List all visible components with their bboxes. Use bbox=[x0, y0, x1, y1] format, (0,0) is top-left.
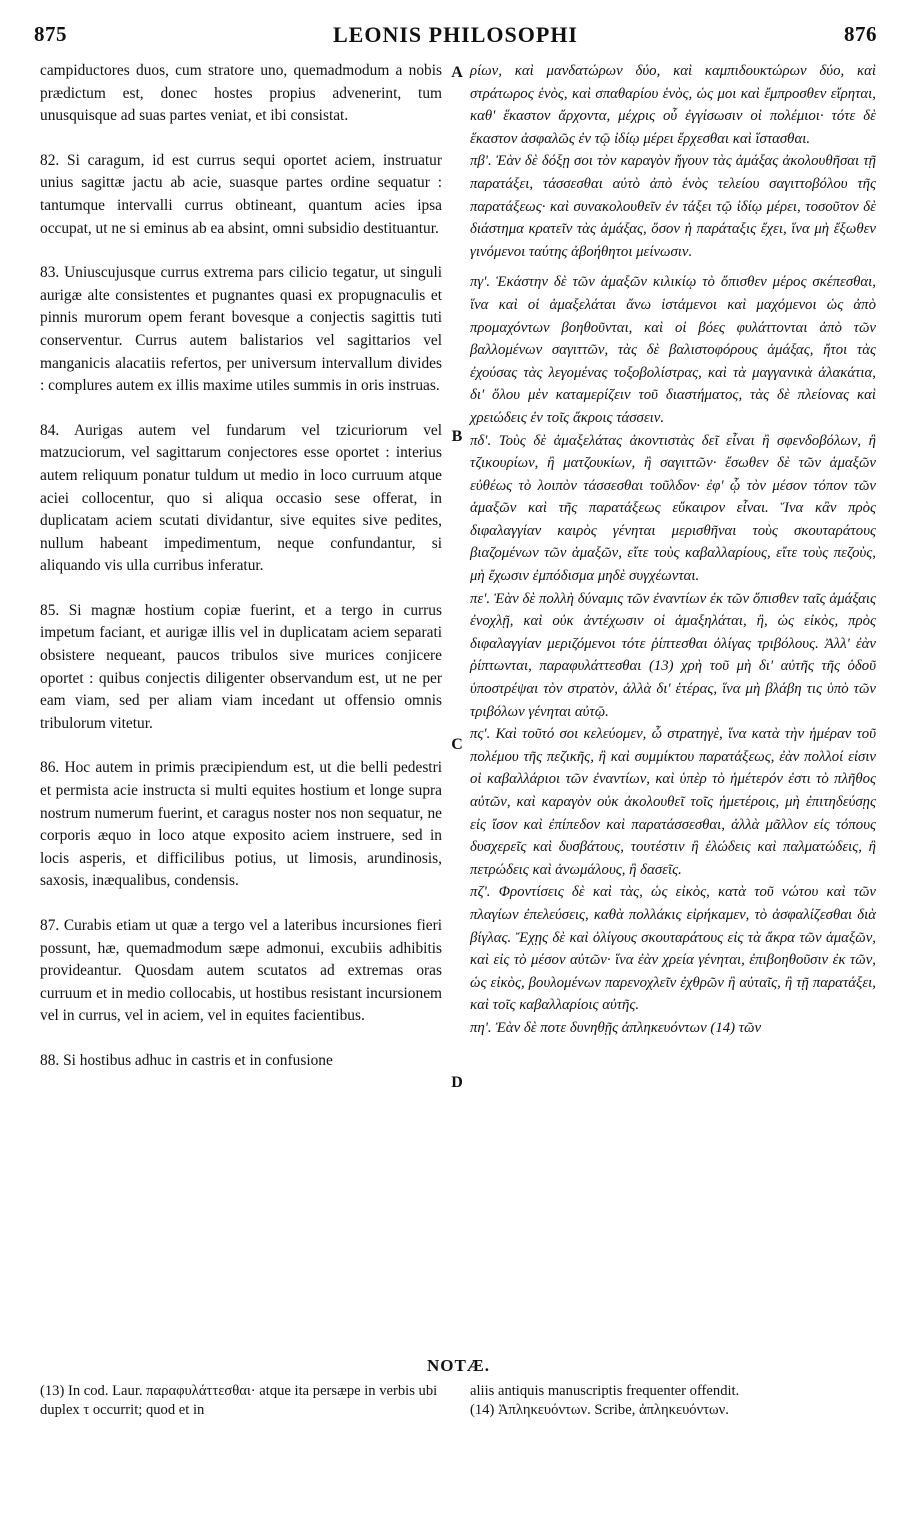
latin-paragraph-85: 85. Si magnæ hostium copiæ fuerint, et a tergo in currus impetum faciant, et aurigæ illis vel in duplicatam aciem separati obsistere nequeant, paucos tribulos sive murices conjicere oportet : quibus conjectis diligenter observandum est, ut ne per eam viam, sed per aliam viam incedant ut offensio omnis tribulorum vitetur. bbox=[40, 601, 442, 732]
notes-title: NOTÆ. bbox=[426, 1356, 491, 1375]
running-title: LEONIS PHILOSOPHI bbox=[332, 22, 578, 47]
page-number-left: 875 bbox=[34, 22, 67, 46]
latin-column bbox=[40, 60, 442, 1073]
note-13-continued: aliis antiquis manuscriptis frequenter offendit. bbox=[470, 1383, 740, 1399]
note-13: (13) In cod. Laur. παραφυλάττεσθαι· atque ita persæpe in verbis ubi duplex τ occurrit; quod et in bbox=[40, 1383, 438, 1418]
greek-paragraph-86: πς'. Καὶ τοῦτό σοι κελεύομεν, ὦ στρατηγὲ, ἵνα κατὰ τὴν ἡμέραν τοῦ πολέμου τῆς πεζικῆς, ἢ καὶ συμμίκτου παρατάξεως, ἐὰν πολλοί εἰσιν οἱ καβαλλάριοι τῶν ἐναντίων, καὶ ὑπὲρ τὸ ἡμέτερόν ἐστι τὸ πλῆθος αὐτῶν, καὶ καραγὸν οὐκ ἀκολουθεῖ τοῖς ἡμετέροις, μὴ ἐπιτηδεύσῃς εἰς ἴσον καὶ ἐπίπεδον καὶ παρατάσσεσθαι, ἀλλὰ μᾶλλον εἰς τόπους δυσχερεῖς καὶ δυσβάτους, τουτέστιν ἢ ἑλώδεις καὶ παλματώδεις, ἢ πετρώδεις καὶ ἀνωμάλους, ἢ δασεῖς. bbox=[470, 726, 876, 878]
margin-letter-b: B bbox=[451, 428, 463, 445]
latin-paragraph-82: 82. Si caragum, id est currus sequi oportet aciem, instruatur unius sagittæ jactu ab acie, suasque partes ordine sequatur : tantumque intervalli currus obtineant, quantum acies ipsa occupat, ut ne si eminus ab ea absint, omni subsidio destituantur. bbox=[40, 151, 442, 237]
latin-paragraph-83: 83. Uniuscujusque currus extrema pars cilicio tegatur, ut singuli aurigæ alte consistentes et pugnantes quasi ex propugnaculis et pinnis murorum opem ferant bovesque a conjectis sagittis tuti conserventur. Currus autem balistarios vel sagittarios vel manganicis alacatiis refertos, per universum intervallum divides : complures autem ex illis maxime utiles summis in oris instruas. bbox=[40, 264, 442, 395]
page-header bbox=[34, 22, 877, 52]
latin-paragraph-87: 87. Curabis etiam ut quæ a tergo vel a lateribus incursiones fieri possunt, hæ, quemadmodum sæpe admonui, excubiis adhibitis provideantur. Quosdam autem scutatos ad extremas oras curruum et in medio collocabis, ut hostibus resistant incursionem vel in currus, vel in aciem, vel in equites facientibus. bbox=[40, 917, 442, 1025]
greek-paragraph-88: πη'. Ἐὰν δὲ ποτε δυνηθῇς ἀπληκευόντων (14) τῶν bbox=[470, 1019, 762, 1036]
latin-paragraph-84: 84. Aurigas autem vel fundarum vel tzicuriorum vel matzuciorum, vel sagittarum conjectores esse oportet : interius autem reliquum ponatur tuldum ut medio in loco curruum atque aciei collocentur, quo si aliqua occasio sese offerat, in duplicatam aciem scutati dividantur, sive equites sive pedites, nullum habeant impedimentum, neque confundantur, si aliquando vis ulla curribus inferatur. bbox=[40, 421, 442, 575]
greek-paragraph-84: πδ'. Τοὺς δὲ ἁμαξελάτας ἀκοντιστὰς δεῖ εἶναι ἢ σφενδοβόλων, ἢ τζικουρίων, ἢ ματζουκίων, ἢ σαγιττῶν· ἔσωθεν δὲ τῶν ἁμαξῶν εὐθέως τὸ λοιπὸν τάσσεσθαι τοῦλδον· ἐφ' ᾧ τὸν μέσον τόπον τῶν ἁμαξῶν καὶ τῆς παρατάξεως εὔκαιρον εἶναι. Ἵνα κἂν πρὸς διφαλαγγίαν καιρὸς γένηται μερισθῆναι τοὺς σκουταράτους βιαζομένων τῶν ἁμαξῶν, εἴτε τοὺς καβαλλαρίους, εἴτε τοὺς πεζοὺς, μὴ ἔχωσιν ἐμπόδισμα μηδὲ συγχέωνται. bbox=[470, 432, 876, 585]
latin-paragraph-86: 86. Hoc autem in primis præcipiendum est, ut die belli pedestri et permista acie instructa si multi equites hostium et longe supra nostrum numerum fuerint, et caragus noster nos non sequatur, ne corporis æquo in loco atque exposito aciem instruere, sed in locis asperis, et difficilibus potius, ut limosis, arundinosis, saxosis, inæqualibus, condensis. bbox=[40, 759, 442, 890]
greek-paragraph-87: πζ'. Φροντίσεις δὲ καὶ τὰς, ὡς εἰκὸς, κατὰ τοῦ νώτου καὶ τῶν πλαγίων ἐπελεύσεις, καθὰ πολλάκις εἰρήκαμεν, τὸ ἀσφαλίζεσθαι διὰ βίγλας. Ἔχῃς δὲ καὶ ὀλίγους σκουταράτους εἰς τὰ ἄκρα τῶν ἁμαξῶν, καὶ εἰς τὸ μέσον αὐτῶν· ἵνα ἐὰν χρεία γένηται, ἐπιβοηθοῦσιν ἐκ τῶν, ὡς εἰκὸς, βουλομένων παρενοχλεῖν ἐχθρῶν ἢ αὐταῖς, ἢ τῇ παρατάξει, καὶ τοῖς καβαλλαρίοις αὐτῆς. bbox=[470, 884, 876, 1014]
greek-paragraph-83: πγ'. Ἑκάστην δὲ τῶν ἁμαξῶν κιλικίῳ τὸ ὄπισθεν μέρος σκέπεσθαι, ἵνα καὶ οἱ ἁμαξελάται ἄνω ἱστάμενοι καὶ μαχόμενοι ὡς ἀπὸ προμαχόντων βοηθοῦνται, καὶ οἱ βόες φυλάττονται ἀπὸ τῶν βαλλομένων σαγιττῶν, τὰς δὲ βαλιστοφόρους ἁμάξας, ἤτοι τὰς ἐχούσας τὰς λεγομένας τοξοβολίστρας, καὶ τὰ μαγγανικὰ ἀλακάτια, δι' ὅλου μὲν καταμερίζειν τοῦ διαστήματος, τὰς δὲ πλείονας καὶ χρειώδεις ἐν τοῖς ἄκροις τάσσειν. bbox=[470, 274, 876, 426]
margin-letter-a: A bbox=[451, 64, 463, 81]
greek-paragraph-82: πβ'. Ἐὰν δὲ δόξῃ σοι τὸν καραγὸν ἤγουν τὰς ἁμάξας ἀκολουθῆσαι τῇ παρατάξει, τάσσεσθαι αὐτὸ ἀπὸ ἑνὸς τελείου σαγιττοβόλου τῆς παρατάξεως· καὶ συνακολουθεῖν ἐν τάξει τῷ ἰδίῳ μέρει, τοσοῦτον δὲ διάστημα κρατεῖν τὰς ἁμάξας, ὅσον ἡ παράταξις ἔχει, ἵνα μὴ ἔξωθεν γινόμενοι ταύτης ἀβοήθητοι μείνωσιν. bbox=[470, 153, 876, 260]
notes-section bbox=[40, 1356, 877, 1418]
note-14: (14) Ἀπληκευόντων. Scribe, ἀπληκευόντων. bbox=[470, 1402, 729, 1418]
greek-paragraph-intro: ρίων, καὶ μανδατώρων δύο, καὶ καμπιδουκτώρων δύο, καὶ στράτωρος ἑνὸς, καὶ σπαθαρίου ἑνὸς, ὡς μοι καὶ ἔμπροσθεν εἴρηται, καθ' ἕκαστον ἄρχοντα, μέχρις οὗ ἐγγίσωσιν οἱ πολέμιοι· τότε δὲ ἕκαστον ἀσφαλῶς ἐν τῷ ἰδίῳ μέρει ἔρχεσθαι καὶ ἵστασθαι. bbox=[470, 63, 876, 147]
margin-letter-d: D bbox=[451, 1074, 463, 1091]
greek-paragraph-85: πε'. Ἐὰν δὲ πολλὴ δύναμις τῶν ἐναντίων ἐκ τῶν ὄπισθεν ταῖς ἁμάξαις ἐνοχλῇ, καὶ οὐκ ἀντέχωσιν οἱ ἁμαξηλάται, ἢ, ὡς εἰκὸς, πρὸς διφαλαγγίαν μεριζόμενοι τότε ῥίπτεσθαι ὀλίγας τριβόλους. Ἀλλ' ἐὰν ῥίπτωνται, παραφυλάττεσθαι (13) χρὴ τοῦ μὴ δι' αὐτῆς τῆς ὁδοῦ ὑποστρέψαι τὸν στρατὸν, ἀλλὰ δι' ἑτέρας, ἵνα μὴ βλάβη τις ὑπὸ τῶν τριβόλων γένηται αὐτῷ. bbox=[470, 590, 876, 720]
latin-paragraph-intro: campiductores duos, cum stratore uno, quemadmodum a nobis prædictum est, donec hostes propius advenerint, tum unusquisque ad suas partes veniat, et ibi consistat. bbox=[40, 62, 442, 125]
margin-letter-c: C bbox=[451, 736, 463, 753]
greek-column bbox=[470, 60, 876, 1040]
page-number-right: 876 bbox=[844, 22, 877, 46]
latin-paragraph-88: 88. Si hostibus adhuc in castris et in confusione bbox=[40, 1051, 333, 1069]
notes-right-column bbox=[470, 1382, 878, 1420]
